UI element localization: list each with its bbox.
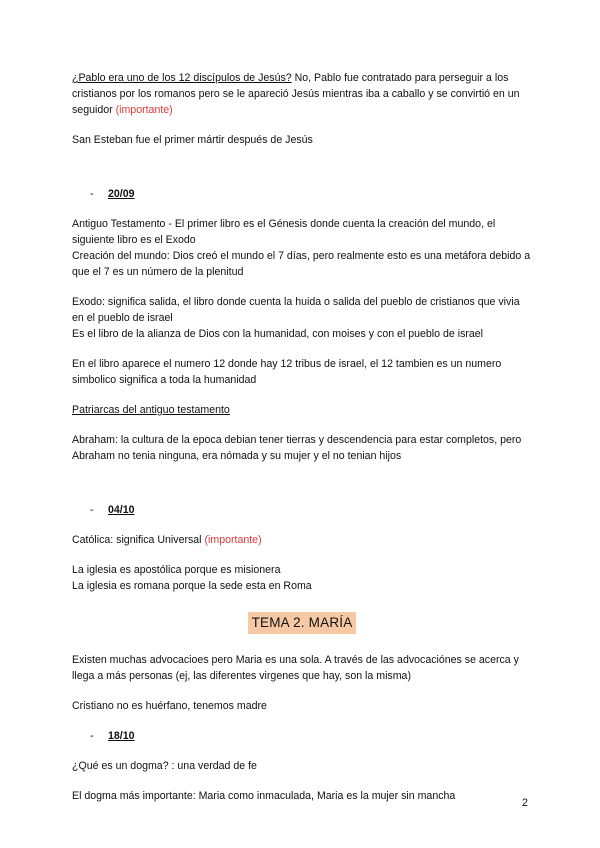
important-note: (importante): [204, 534, 262, 546]
subheading-patriarcas: Patriarcas del antiguo testamento: [72, 404, 230, 416]
bullet-dash: -: [90, 504, 94, 516]
bullet-dash: -: [90, 188, 94, 200]
date-label: 04/10: [108, 504, 135, 516]
section-heading-wrap: [72, 612, 532, 634]
paragraph-dogma-main: El dogma más importante: Maria como inmaculada, Maria es la mujer sin mancha: [72, 790, 456, 802]
paragraph-numero-12: En el libro aparece el numero 12 donde hay 12 tribus de israel, el 12 tambien es un numero simbolico significa a toda la humanidad: [72, 358, 502, 386]
date-heading-2: [72, 502, 532, 518]
paragraph-cristiano: Cristiano no es huérfano, tenemos madre: [72, 700, 267, 712]
page-content: [72, 70, 532, 804]
catolica-text: Católica: significa Universal: [72, 534, 205, 546]
paragraph-pablo: [72, 70, 532, 118]
paragraph-san-esteban: San Esteban fue el primer mártir después de Jesús: [72, 134, 313, 146]
paragraph-dogma-question: ¿Qué es un dogma? : una verdad de fe: [72, 760, 257, 772]
question-pablo: ¿Pablo era uno de los 12 discípulos de Jesús?: [72, 72, 292, 84]
date-heading-3: [72, 728, 532, 744]
paragraph-advocaciones: Existen muchas advocacioes pero Maria es una sola. A través de las advocaciónes se acerca y llega a más personas (ej, las diferentes virgenes que hay, son la misma): [72, 654, 519, 682]
paragraph-antiguo-2: Creación del mundo: Dios creó el mundo el 7 días, pero realmente esto es una metáfora debido a que el 7 es un número de la plenitud: [72, 250, 531, 278]
page-number: 2: [521, 797, 528, 809]
date-heading-1: [72, 186, 532, 202]
paragraph-iglesia-2: La iglesia es romana porque la sede esta en Roma: [72, 580, 312, 592]
answer-pablo: No, Pablo fue contratado para perseguir a los cristianos por los romanos pero se le apareció Jesús mientras iba a caballo y se convirtió en un seguidor: [72, 72, 520, 116]
paragraph-abraham: Abraham: la cultura de la epoca debian tener tierras y descendencia para estar completos, pero Abraham no tenia ninguna, era nómada y su mujer y el no tenian hijos: [72, 434, 522, 462]
date-label: 20/09: [108, 188, 135, 200]
paragraph-antiguo-1: Antiguo Testamento - El primer libro es el Génesis donde cuenta la creación del mundo, el siguiente libro es el Exodo: [72, 218, 496, 246]
important-note: (importante): [115, 104, 173, 116]
bullet-dash: -: [90, 730, 94, 742]
date-label: 18/10: [108, 730, 135, 742]
paragraph-iglesia-1: La iglesia es apostólica porque es misionera: [72, 564, 281, 576]
section-heading-tema-2: TEMA 2. MARÍA: [248, 612, 357, 634]
paragraph-exodo-2: Es el libro de la alianza de Dios con la humanidad, con moises y con el pueblo de israel: [72, 328, 484, 340]
paragraph-catolica: [72, 532, 532, 548]
paragraph-exodo-1: Exodo: significa salida, el libro donde cuenta la huida o salida del pueblo de cristianos que vivia en el pueblo de israel: [72, 296, 520, 324]
